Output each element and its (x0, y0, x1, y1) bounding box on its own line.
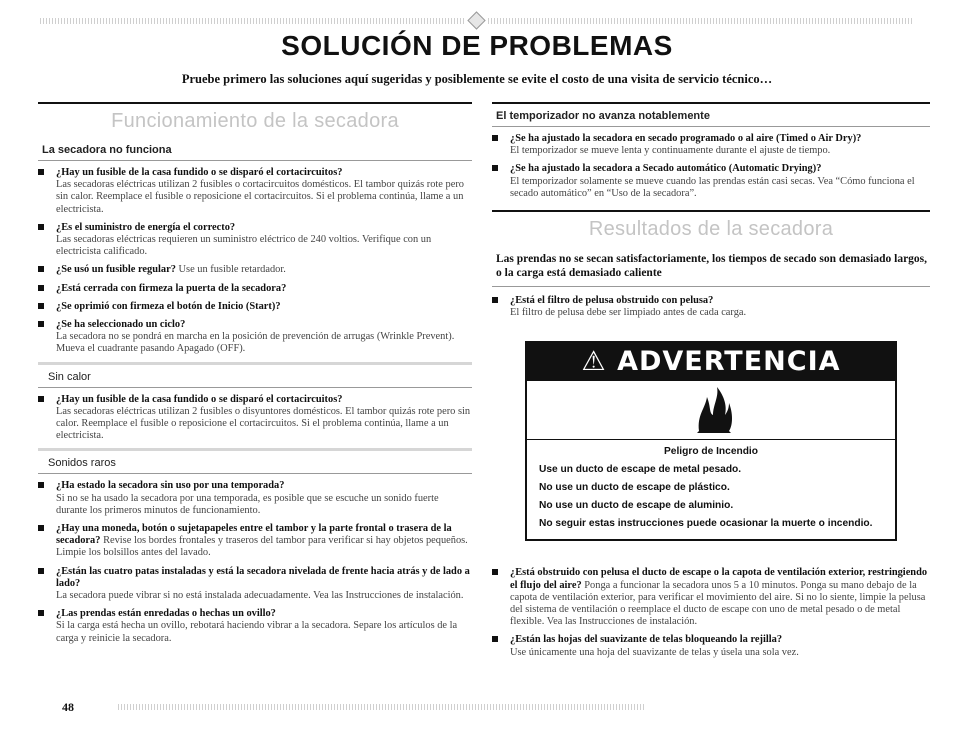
group-title-sonidos-raros: Sonidos raros (38, 448, 472, 474)
bullet-icon (38, 568, 44, 574)
list-item: ¿Se oprimió con firmeza el botón de Inicio (Start)? (38, 301, 472, 313)
header-rule-left (40, 18, 466, 24)
list-item: ¿Hay un fusible de la casa fundido o se disparó el cortacircuitos? Las secadoras eléctricas utilizan 2 fusibles o cortacircuitos domésticos. El tambor quizás rote pero sin calor. Reemplace el fusible o reposicione el cortacircuitos. Si el problema continúa, llame a un electricista. (38, 167, 472, 216)
list-item: ¿Se ha ajustado la secadora a Secado automático (Automatic Drying)? El temporizador solamente se mueve cuando las prendas están casi secas. Vea “Cómo funciona el secado automático” en “Uso de la secadora”. (492, 163, 930, 200)
list-item: ¿Hay una moneda, botón o sujetapapeles entre el tambor y la parte frontal o trasera de la secadora? Revise los bordes frontales y traseros del tambor para verificar si hay objetos pequeños. Limpie los bolsillos antes del lavado. (38, 523, 472, 560)
bullet-icon (492, 297, 498, 303)
bullet-icon (38, 285, 44, 291)
section-title-operation: Funcionamiento de la secadora (38, 102, 472, 138)
group-title-temporizador: El temporizador no avanza notablemente (492, 102, 930, 127)
list-item: ¿Es el suministro de energía el correcto? Las secadoras eléctricas requieren un suministro eléctrico de 240 voltios. Verifique con un electricista calificado. (38, 222, 472, 259)
warning-triangle-icon: ⚠ (581, 346, 607, 378)
list-item: ¿Está obstruido con pelusa el ducto de escape o la capota de ventilación exterior, restringiendo el flujo del aire? Ponga a funcionar la secadora unos 5 a 10 minutos. Ponga su mano debajo de la capota de ventilación exterior, para verificar el movimiento del aire. Si no lo siente, limpie la pelusa del sistema de ventilación o reemplace el ducto de escape con uno de metal pesado o de metal flexible. Vea las Instrucciones de instalación. (492, 567, 930, 628)
bullet-icon (38, 482, 44, 488)
bullet-icon (492, 636, 498, 642)
group-title-no-funciona: La secadora no funciona (38, 138, 472, 161)
warning-body: Peligro de Incendio Use un ducto de escape de metal pesado. No use un ducto de escape de plástico. No use un ducto de escape de aluminio. No seguir estas instrucciones puede ocasionar la muerte o incendio. (527, 439, 895, 542)
footer-rule (118, 704, 644, 710)
list-item: ¿Se usó un fusible regular? Use un fusible retardador. (38, 264, 472, 276)
bullet-icon (38, 610, 44, 616)
fire-icon (695, 385, 733, 433)
bullet-icon (492, 569, 498, 575)
list-item: ¿Están las hojas del suavizante de telas bloqueando la rejilla? Use únicamente una hoja del suavizante de telas y úsela una sola vez. (492, 634, 930, 658)
list-item: ¿Ha estado la secadora sin uso por una temporada? Si no se ha usado la secadora por una temporada, es posible que se escuche un sonido fuerte durante los primeros minutos de funcionamiento. (38, 480, 472, 517)
list-item: ¿Se ha seleccionado un ciclo? La secadora no se pondrá en marcha en la posición de prevención de arrugas (Wrinkle Prevent). Mueva el cuadrante pasando Apagado (OFF). (38, 319, 472, 356)
warning-box (525, 341, 897, 541)
right-column (492, 102, 930, 665)
bullet-icon (38, 303, 44, 309)
bullet-icon (38, 266, 44, 272)
bullet-icon (38, 525, 44, 531)
list-item: ¿Está cerrada con firmeza la puerta de la secadora? (38, 283, 472, 295)
list-item: ¿Las prendas están enredadas o hechas un ovillo? Si la carga está hecha un ovillo, rebotará haciendo vibrar a la secadora. Separe los artículos de la carga y reinicie la secadora. (38, 608, 472, 645)
page-number: 48 (62, 700, 74, 714)
page-subtitle: Pruebe primero las soluciones aquí sugeridas y posiblemente se evite el costo de una visita de servicio técnico… (181, 72, 773, 86)
list-item: ¿Se ha ajustado la secadora en secado programado o al aire (Timed o Air Dry)? El temporizador se mueve lenta y continuamente durante el ajuste de tiempo. (492, 133, 930, 157)
page-title: SOLUCIÓN DE PROBLEMAS (281, 30, 673, 61)
bullet-icon (492, 165, 498, 171)
left-column (38, 102, 472, 651)
bullet-icon (492, 135, 498, 141)
results-heading: Las prendas no se secan satisfactoriamente, los tiempos de secado son demasiado largos, o la carga está demasiado caliente (492, 246, 930, 287)
bullet-icon (38, 169, 44, 175)
header-rule-right (488, 18, 912, 24)
warning-title-bar: ⚠ ADVERTENCIA (527, 343, 895, 381)
diamond-ornament-icon (467, 11, 485, 29)
section-title-results: Resultados de la secadora (492, 210, 930, 246)
group-title-sin-calor: Sin calor (38, 362, 472, 388)
list-item: ¿Está el filtro de pelusa obstruido con pelusa? El filtro de pelusa debe ser limpiado antes de cada carga. (492, 295, 930, 319)
list-item: ¿Hay un fusible de la casa fundido o se disparó el cortacircuitos? Las secadoras eléctricas utilizan 2 fusibles o disyuntores domésticos. El tambor quizás rote pero sin calor. Reemplace el fusible o reposicione el cortacircuitos. Si el problema continúa, llame a un electricista. (38, 394, 472, 443)
bullet-icon (38, 321, 44, 327)
bullet-icon (38, 396, 44, 402)
bullet-icon (38, 224, 44, 230)
list-item: ¿Están las cuatro patas instaladas y está la secadora nivelada de frente hacia atrás y de lado a lado? La secadora puede vibrar si no está instalada adecuadamente. Vea las Instrucciones de instalación. (38, 566, 472, 603)
